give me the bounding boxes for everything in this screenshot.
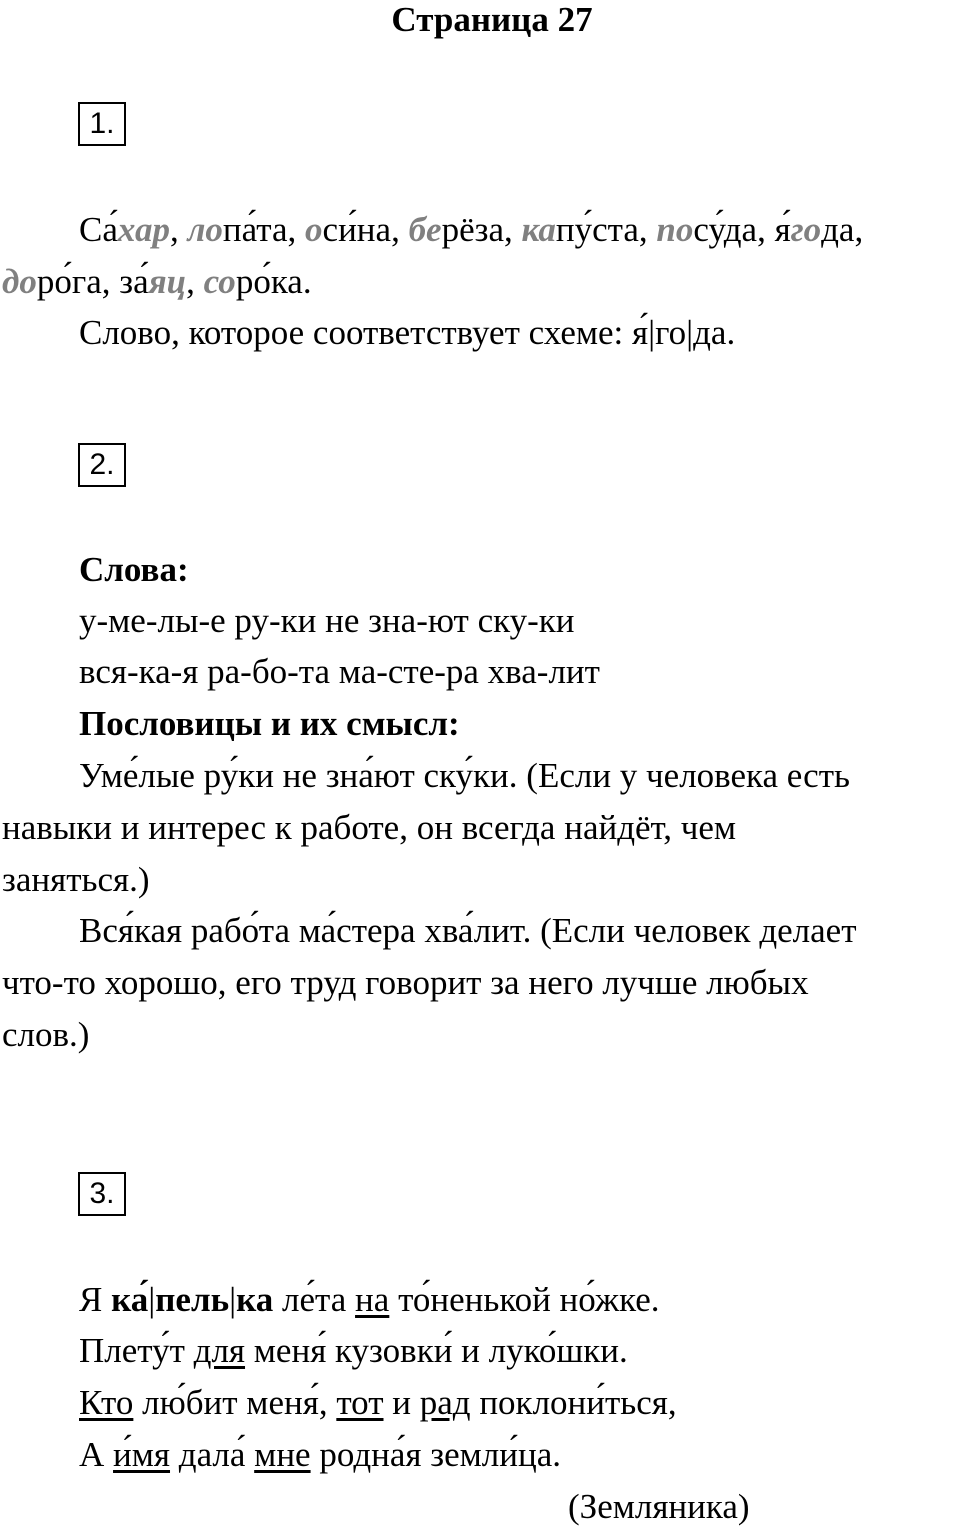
text-run: я́ [774,210,791,249]
text-run: то́ненькой но́жке. [389,1280,660,1319]
unstressed-syllable: хар [117,210,170,249]
text-run: Я [79,1280,112,1319]
text-run: дала́ [170,1435,255,1474]
text-run: ро́ка. [235,262,312,301]
task-3-number: 3. [78,1172,126,1216]
riddle-answer: (Земляника) [568,1487,750,1526]
underlined-word: рад [419,1383,471,1422]
text-run: С [79,210,103,249]
poem-line-2 [79,1331,628,1371]
text-run: | [148,1280,156,1319]
task-2-proverb-2-line-3: слов.) [2,1015,90,1054]
task-2-syllables-1: у-ме-лы-е ру-ки не зна-ют ску-ки [79,601,575,640]
task-2-proverb-1-line-3: заняться.) [2,860,150,899]
task-1-number: 1. [78,102,126,146]
task-2-proverb-1-line-2: навыки и интерес к работе, он всегда найдёт, чем [2,808,737,847]
text-run: А [79,1435,114,1474]
text-run: , [186,262,204,301]
text-run: рёза, [441,210,522,249]
text-run: Плету́т [79,1331,194,1370]
poem-line-4 [79,1435,561,1475]
task-2-words-heading: Слова: [79,550,189,589]
task-2-proverb-2-line-1: Вся́кая рабо́та ма́стера хва́лит. (Если человек делает [79,911,857,950]
text-run: пу́ста, [555,210,657,249]
task-1-word-list-line-1 [79,210,863,250]
task-2-proverb-1-line-1: Уме́лые ру́ки не зна́ют ску́ки. (Если у человека есть [79,756,850,795]
unstressed-syllable: о [305,210,323,249]
task-2-proverb-2-line-2: что-то хорошо, его труд говорит за него лучше любых [2,963,809,1002]
text-run: па́та, [222,210,306,249]
task-1-word-list-line-2 [2,262,312,302]
text-run: а́ [102,210,118,249]
bold-syllable: ка́ [111,1280,149,1319]
unstressed-syllable: ло [187,210,223,249]
text-run: ро́га, за́ [36,262,149,301]
text-run: | [229,1280,237,1319]
unstressed-syllable: бе [408,210,442,249]
underlined-word: для [193,1331,246,1370]
poem-line-1 [79,1280,660,1320]
text-run: и [383,1383,420,1422]
unstressed-syllable: со [203,262,236,301]
task-1-answer: Слово, которое соответствует схеме: я́|го|да. [79,313,736,352]
text-run: меня́ кузовки́ и луко́шки. [245,1331,628,1370]
unstressed-syllable: го [790,210,822,249]
text-run: лю́бит меня́, [133,1383,337,1422]
unstressed-syllable: яц [148,262,187,301]
underlined-word: на [355,1280,390,1319]
page-title: Страница 27 [391,0,593,39]
unstressed-syllable: по [656,210,694,249]
text-run: да, [821,210,864,249]
text-run: , [169,210,188,249]
underlined-word: мне [254,1435,311,1474]
unstressed-syllable: ка [521,210,556,249]
text-run: родна́я земли́ца. [310,1435,561,1474]
text-run: поклони́ться, [470,1383,677,1422]
underlined-word: и́мя [113,1435,171,1474]
text-run: си́на, [322,210,409,249]
unstressed-syllable: до [2,262,37,301]
task-2-proverbs-heading: Пословицы и их смысл: [79,704,460,743]
task-2-number: 2. [78,443,126,487]
bold-syllable: пель [155,1280,230,1319]
task-2-syllables-2: вся-ка-я ра-бо-та ма-сте-ра хва-лит [79,652,600,691]
underlined-word: Кто [79,1383,134,1422]
bold-syllable: ка [236,1280,274,1319]
poem-line-3 [79,1383,677,1423]
underlined-word: тот [336,1383,384,1422]
text-run: су́да, [693,210,775,249]
text-run: ле́та [273,1280,356,1319]
